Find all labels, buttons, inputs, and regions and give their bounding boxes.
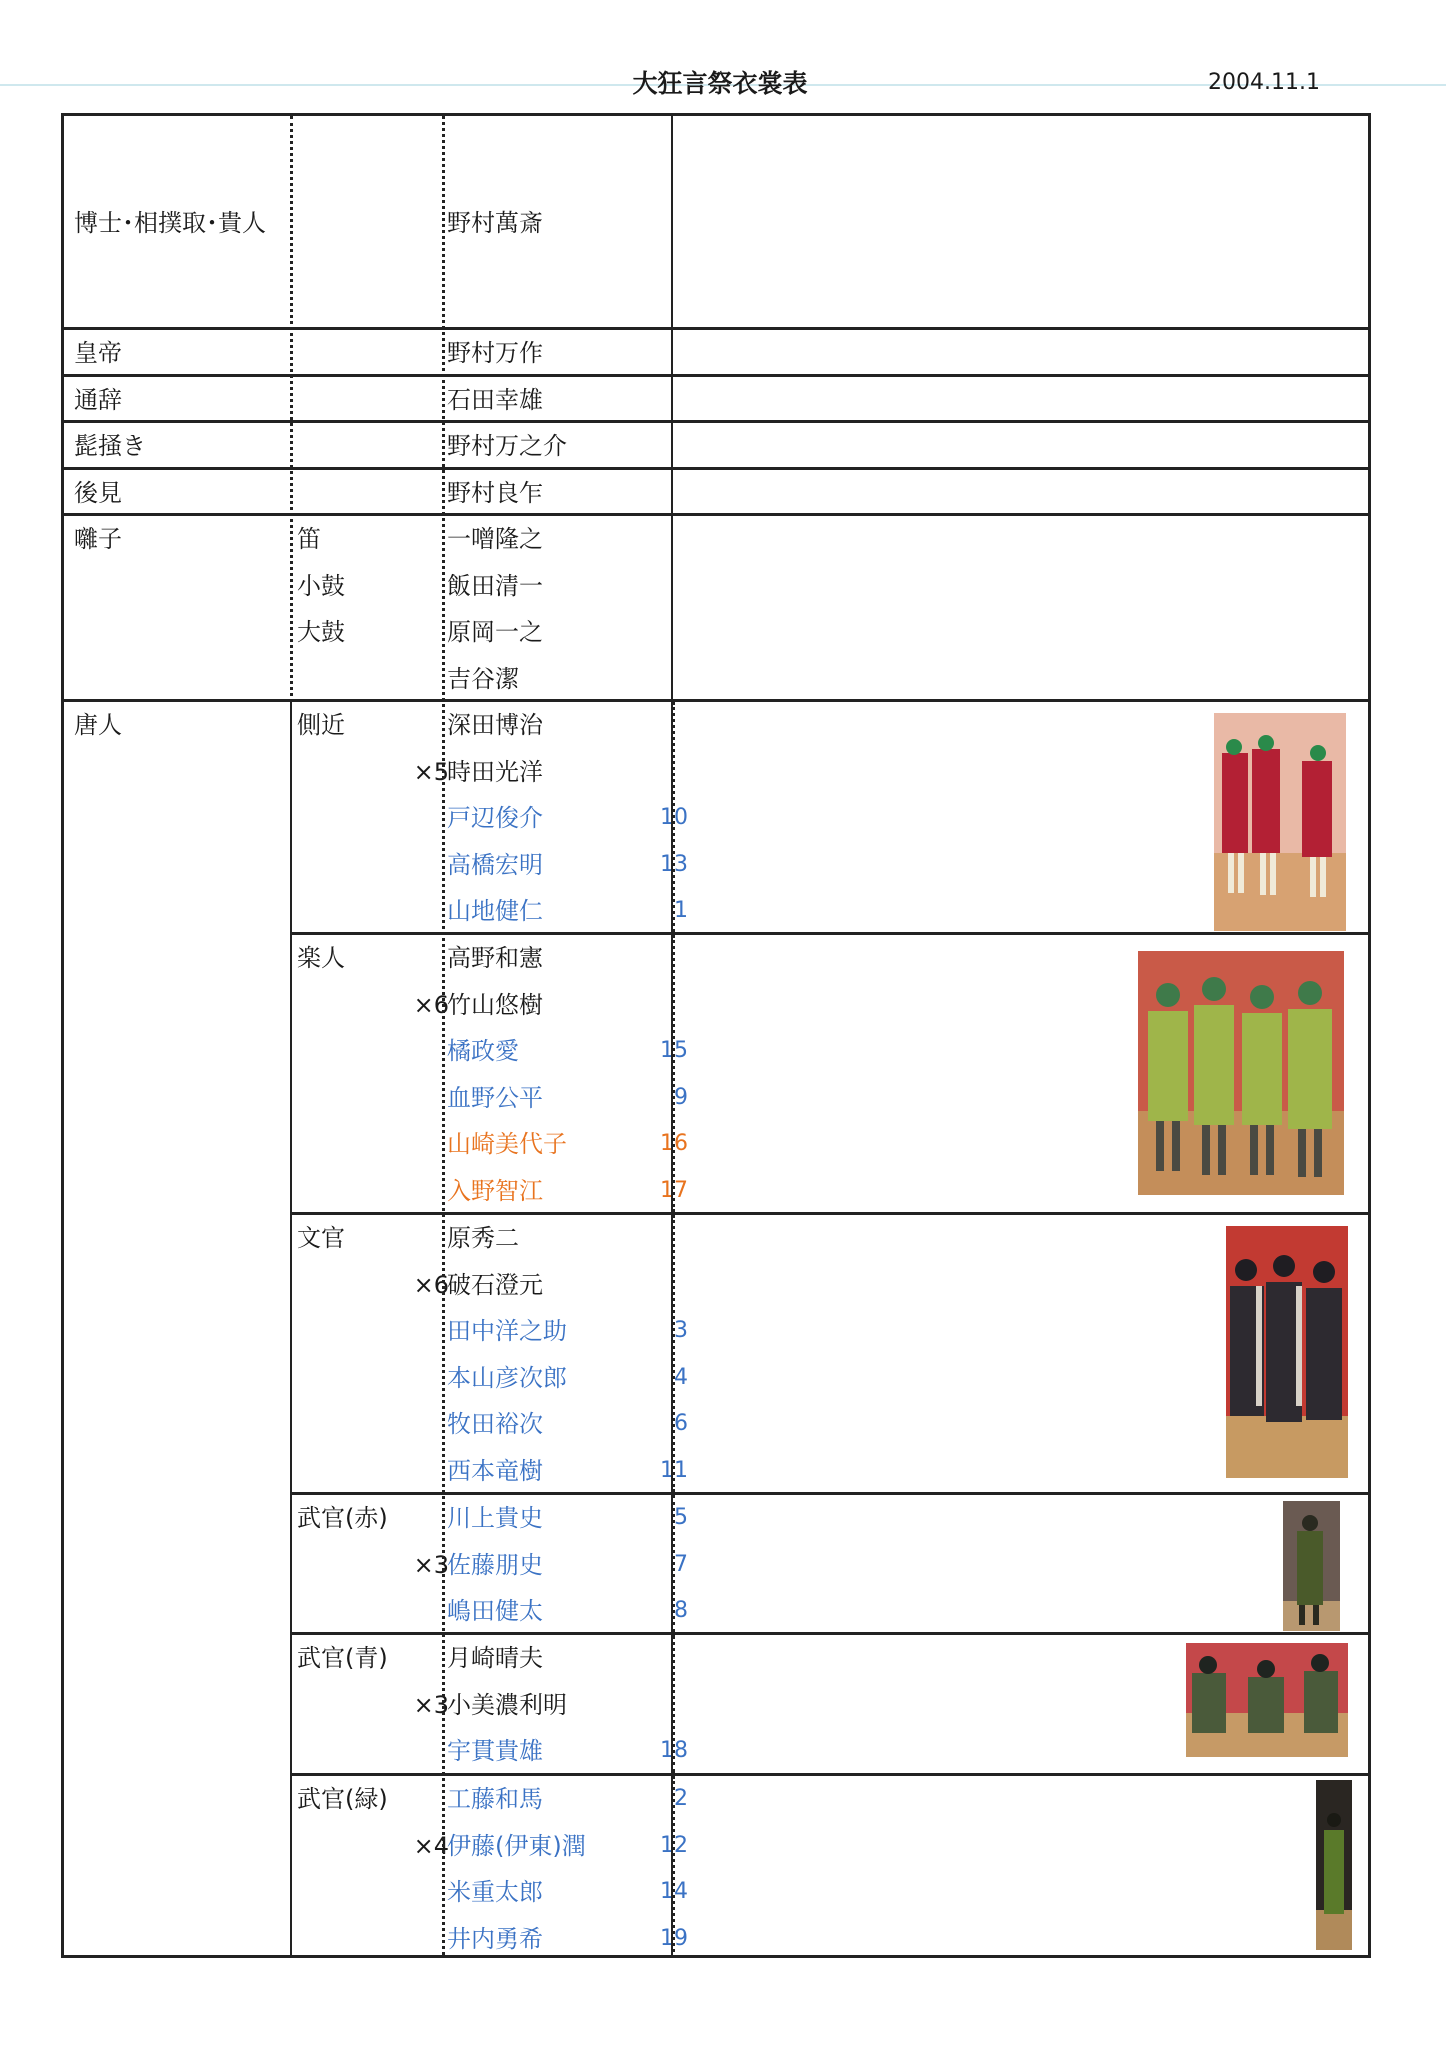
cast-number: 6 (674, 1411, 688, 1436)
table-row (64, 377, 1368, 424)
tojin-label: 唐人 (74, 711, 122, 739)
cast-name: 竹山悠樹 (447, 990, 543, 1019)
column-divider-role-tojin (290, 702, 292, 1955)
costume-table (61, 113, 1371, 1958)
table-row (292, 1215, 1368, 1495)
group-role: 文官 (297, 1224, 345, 1252)
cast-name: 山崎美代子 (447, 1130, 567, 1158)
role-label: 皇帝 (74, 339, 122, 367)
group-role: 武官(青) (297, 1644, 388, 1672)
cast-name: 小美濃利明 (447, 1690, 567, 1719)
group-role: 武官(赤) (297, 1504, 388, 1532)
cast-name: 伊藤(伊東)潤 (447, 1831, 586, 1860)
photo-sokkin (1214, 713, 1346, 931)
cast-name: 入野智江 (447, 1176, 543, 1205)
instrument-label: 大鼓 (297, 618, 345, 646)
cast-number: 17 (660, 1177, 688, 1203)
group-multiplier: ×4 (413, 1831, 449, 1860)
document-title: 大狂言祭衣裳表 (632, 69, 808, 98)
cast-number: 18 (660, 1738, 688, 1763)
cast-number: 10 (660, 805, 688, 830)
cast-number: 5 (674, 1505, 688, 1530)
table-row (292, 1776, 1368, 1955)
cast-name: 血野公平 (447, 1083, 543, 1112)
instrument-label: 笛 (297, 525, 321, 553)
cast-number: 9 (674, 1084, 688, 1110)
cast-name: 吉谷潔 (447, 664, 519, 693)
cast-name: 高野和憲 (447, 944, 543, 972)
cast-name: 佐藤朋史 (447, 1550, 543, 1579)
cast-name: 原秀二 (447, 1224, 519, 1252)
cast-name: 高橋宏明 (447, 850, 543, 879)
cast-name: 野村万之介 (447, 432, 567, 460)
cast-name: 西本竜樹 (447, 1456, 543, 1485)
photo-bukan-green (1316, 1780, 1352, 1950)
photo-bukan-blue (1186, 1643, 1348, 1757)
cast-number: 15 (660, 1038, 688, 1063)
instrument-label: 小鼓 (297, 571, 345, 600)
cast-name: 牧田裕次 (447, 1410, 543, 1438)
column-divider-name (442, 116, 445, 1955)
cast-name: 石田幸雄 (447, 385, 543, 414)
group-role: 武官(緑) (297, 1785, 388, 1813)
cast-number: 16 (660, 1131, 688, 1156)
table-row (292, 702, 1368, 935)
cast-name: 月崎晴夫 (447, 1644, 543, 1672)
cast-number: 1 (674, 898, 688, 923)
cast-number: 11 (660, 1457, 688, 1483)
cast-name: 山地健仁 (447, 897, 543, 925)
cast-name: 田中洋之助 (447, 1317, 567, 1345)
column-divider-role (290, 116, 293, 702)
cast-number: 12 (660, 1832, 688, 1858)
cast-name: 飯田清一 (447, 571, 543, 600)
cast-name: 橘政愛 (447, 1037, 519, 1065)
cast-number: 2 (674, 1786, 688, 1811)
column-divider-notes (671, 116, 673, 1955)
cast-name: 宇貫貴雄 (447, 1737, 543, 1765)
table-row (64, 470, 1368, 517)
cast-name: 井内勇希 (447, 1924, 543, 1953)
cast-number: 19 (660, 1925, 688, 1951)
cast-name: 野村万作 (447, 339, 543, 367)
group-multiplier: ×6 (413, 1270, 449, 1299)
document-date: 2004.11.1 (1208, 70, 1320, 95)
cast-name: 野村良乍 (447, 478, 543, 507)
cast-name: 川上貴史 (447, 1504, 543, 1532)
cast-name: 原岡一之 (447, 618, 543, 646)
group-role: 楽人 (297, 944, 345, 972)
cast-name: 戸辺俊介 (447, 804, 543, 832)
cast-name: 深田博治 (447, 711, 543, 739)
photo-bunkan (1226, 1226, 1348, 1478)
photo-bukan-red (1283, 1501, 1340, 1631)
table-row (292, 1495, 1368, 1635)
cast-number: 4 (674, 1364, 688, 1390)
table-row (64, 516, 1368, 702)
cast-name: 工藤和馬 (447, 1785, 543, 1813)
role-label: 後見 (74, 478, 122, 507)
cast-name: 一噌隆之 (447, 525, 543, 553)
cast-name: 米重太郎 (447, 1878, 543, 1906)
cast-number: 3 (674, 1318, 688, 1343)
table-row (64, 330, 1368, 377)
group-multiplier: ×6 (413, 990, 449, 1019)
cast-name: 時田光洋 (447, 757, 543, 786)
photo-gakujin (1138, 951, 1344, 1195)
role-label: 博士･相撲取･貴人 (74, 209, 266, 237)
cast-name: 破石澄元 (447, 1270, 543, 1299)
cast-name: 野村萬斎 (447, 209, 543, 237)
cast-number: 13 (660, 851, 688, 877)
cast-name: 本山彦次郎 (447, 1363, 567, 1392)
cast-number: 14 (660, 1879, 688, 1904)
group-role: 側近 (297, 711, 345, 739)
role-label: 髭掻き (74, 432, 146, 460)
cast-name: 嶋田健太 (447, 1597, 543, 1625)
group-multiplier: ×3 (413, 1550, 449, 1579)
cast-number: 8 (674, 1598, 688, 1623)
role-label: 囃子 (74, 525, 122, 553)
table-row (64, 423, 1368, 470)
table-row (64, 116, 1368, 330)
group-multiplier: ×5 (413, 757, 449, 786)
group-multiplier: ×3 (413, 1690, 449, 1719)
cast-number: 7 (674, 1551, 688, 1577)
role-label: 通辞 (74, 385, 122, 414)
